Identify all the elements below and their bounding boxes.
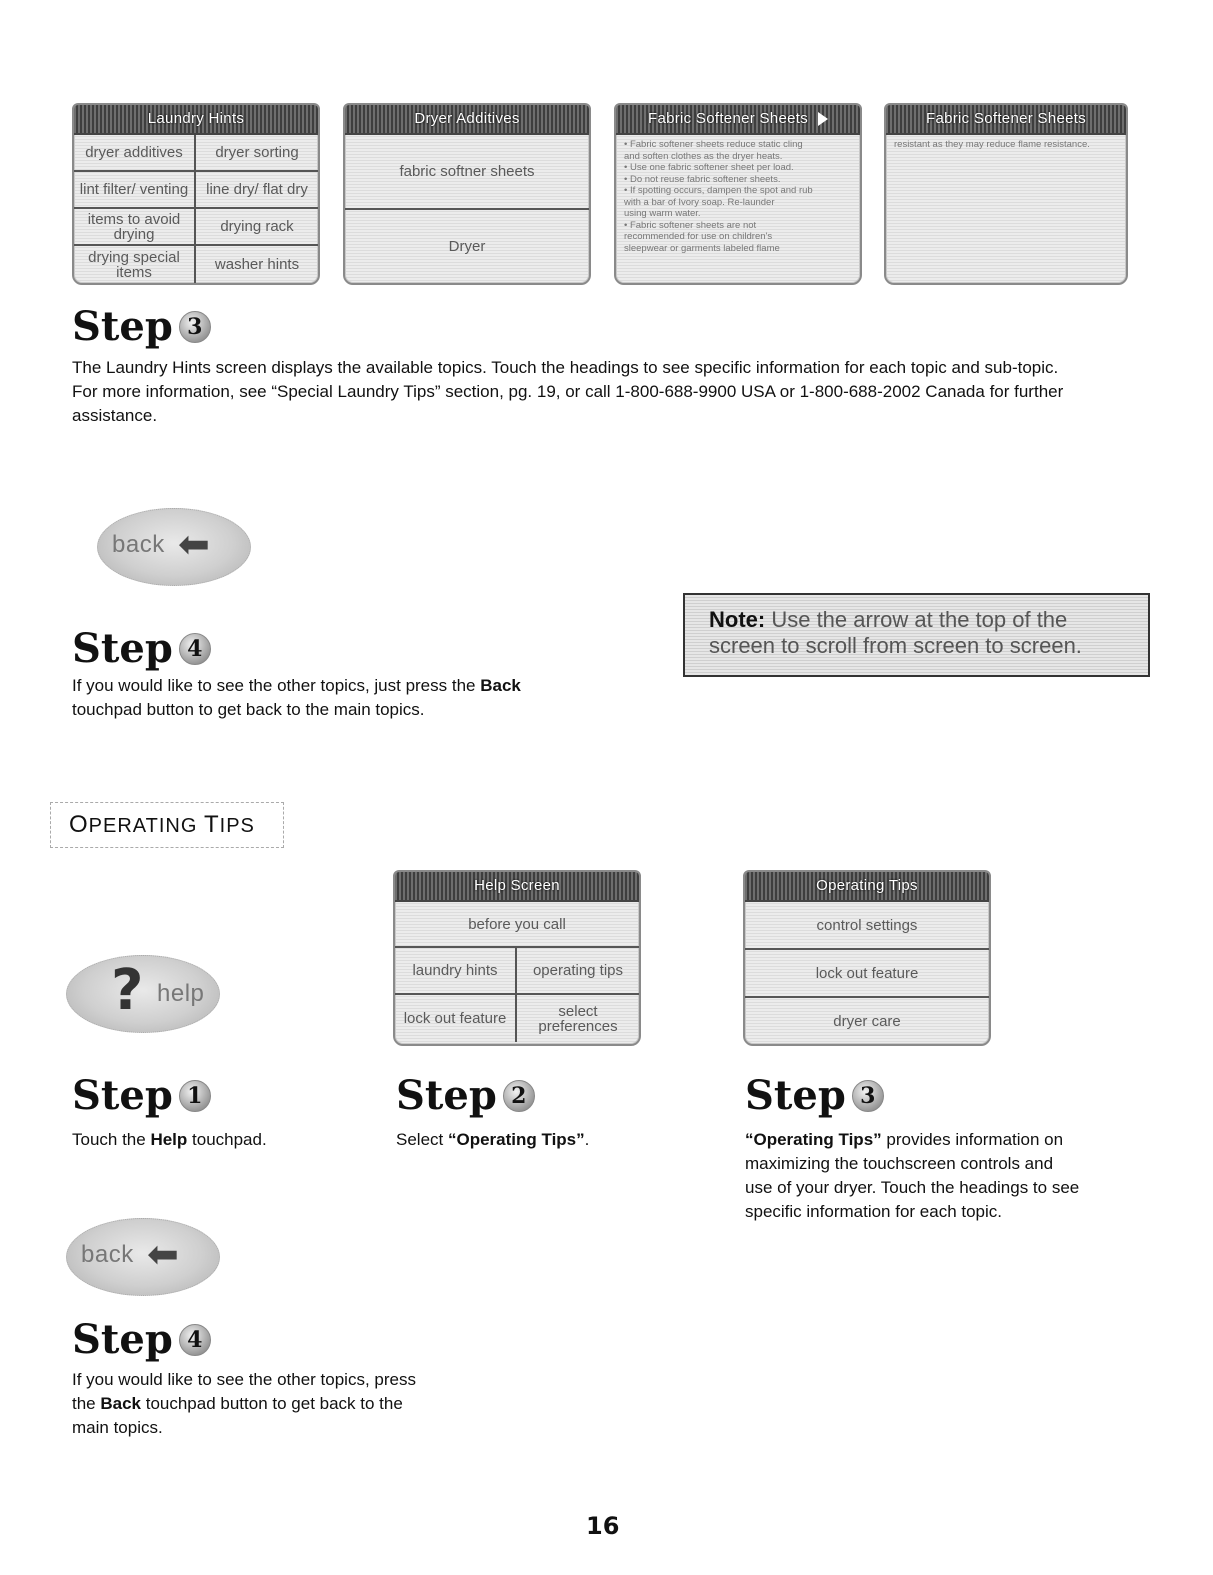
hint-lint-filter[interactable]: lint filter/ venting: [74, 172, 196, 209]
laundry-hints-screen: [72, 103, 320, 285]
back-label: back: [112, 531, 165, 558]
fabric-softener-sheets-screen-2: [884, 103, 1128, 285]
dryer-item[interactable]: Dryer: [448, 238, 486, 255]
hint-washer-hints[interactable]: washer hints: [214, 256, 300, 273]
note-box: Note: Use the arrow at the top of the screen to scroll from screen to screen.: [683, 593, 1150, 677]
scroll-arrow-icon[interactable]: [818, 112, 828, 126]
control-settings-item[interactable]: control settings: [745, 902, 989, 950]
step4-bottom-description: If you would like to see the other topics, press the Back touchpad button to get back to the main topics.: [72, 1370, 416, 1437]
fabric-softener-text-2: resistant as they may reduce flame resistance.: [894, 139, 1090, 150]
step-number-badge: 1: [179, 1080, 211, 1112]
operating-tips-section-title: OPERATING TIPS: [50, 802, 284, 848]
lock-out-feature-item[interactable]: lock out feature: [395, 995, 517, 1042]
step1-description: Touch the Help touchpad.: [72, 1130, 267, 1149]
operating-tips-screen: [743, 870, 991, 1046]
hint-items-to-avoid[interactable]: items to avoid drying: [74, 209, 196, 246]
hint-drying-special-items[interactable]: drying special items: [74, 246, 196, 283]
back-button[interactable]: [66, 1218, 220, 1296]
hint-line-dry[interactable]: line dry/ flat dry: [196, 172, 318, 209]
dryer-additives-screen: [343, 103, 591, 285]
back-label: back: [81, 1241, 134, 1268]
step3-bottom-description: “Operating Tips” provides information on maximizing the touchscreen controls and use of your dryer. Touch the headings to see specific information for each topic.: [745, 1130, 1080, 1221]
help-screen-header: Help Screen: [395, 872, 639, 902]
help-button[interactable]: [66, 955, 220, 1033]
laundry-hints-item[interactable]: laundry hints: [395, 948, 517, 995]
hint-dryer-additives[interactable]: dryer additives: [74, 135, 196, 172]
step1-heading: Step 1: [72, 1072, 211, 1119]
before-you-call-item[interactable]: before you call: [395, 902, 639, 948]
step4-bottom-heading: Step 4: [72, 1316, 211, 1363]
operating-tips-item[interactable]: operating tips: [517, 948, 639, 995]
step2-description: Select “Operating Tips”.: [396, 1130, 590, 1149]
step3-bottom-heading: Step 3: [745, 1072, 884, 1119]
step4-description: If you would like to see the other topics, just press the Back touchpad button to get back to the main topics.: [72, 676, 521, 719]
fabric-softener-title-1: Fabric Softener Sheets: [647, 110, 808, 127]
fabric-softener-header-2: Fabric Softener Sheets: [886, 105, 1126, 135]
step-number-badge: 4: [179, 1324, 211, 1356]
step-number-badge: 3: [179, 311, 211, 343]
hint-drying-rack[interactable]: drying rack: [196, 209, 318, 246]
hint-dryer-sorting[interactable]: dryer sorting: [196, 135, 318, 172]
step3-description: The Laundry Hints screen displays the available topics. Touch the headings to see specific information for each topic and sub-topic. For more information, see “Special Laundry Tips” section, pg. 19, or call 1-800-688-9900 USA or 1-800-688-2002 Canada for further assistance.: [72, 358, 1064, 425]
fabric-softner-sheets-item[interactable]: fabric softner sheets: [345, 135, 589, 210]
question-mark-icon: ?: [111, 958, 144, 1023]
step3-heading: Step 3: [72, 303, 211, 350]
fabric-softener-header-1: [616, 105, 860, 135]
step-number-badge: 3: [852, 1080, 884, 1112]
step2-heading: Step 2: [396, 1072, 535, 1119]
help-screen: [393, 870, 641, 1046]
back-arrow-icon: ⬅: [178, 524, 210, 566]
select-preferences-item[interactable]: select preferences: [538, 1002, 618, 1035]
dryer-additives-header: Dryer Additives: [345, 105, 589, 135]
back-arrow-icon: ⬅: [147, 1234, 179, 1276]
lock-out-feature-item[interactable]: lock out feature: [745, 950, 989, 998]
fabric-softener-text-1: • Fabric softener sheets reduce static cling and soften clothes as the dryer heats. • Use one fabric softener sheet per load. • Do not reuse fabric softener sheets. • If spotting occurs, dampen the spot and rub with a bar of Ivory soap. Re-launder using warm water. • Fabric softener sheets are not recommended for use on children's sleepwear or garments labeled flame: [624, 139, 813, 254]
step-number-badge: 4: [179, 633, 211, 665]
dryer-care-item[interactable]: dryer care: [833, 1012, 901, 1030]
help-label: help: [157, 980, 205, 1007]
page-number: 16: [586, 1512, 620, 1540]
operating-tips-header: Operating Tips: [745, 872, 989, 902]
step4-heading: Step 4: [72, 625, 211, 672]
laundry-hints-header: Laundry Hints: [74, 105, 318, 135]
back-button[interactable]: [97, 508, 251, 586]
fabric-softener-sheets-screen-1: [614, 103, 862, 285]
step-number-badge: 2: [503, 1080, 535, 1112]
